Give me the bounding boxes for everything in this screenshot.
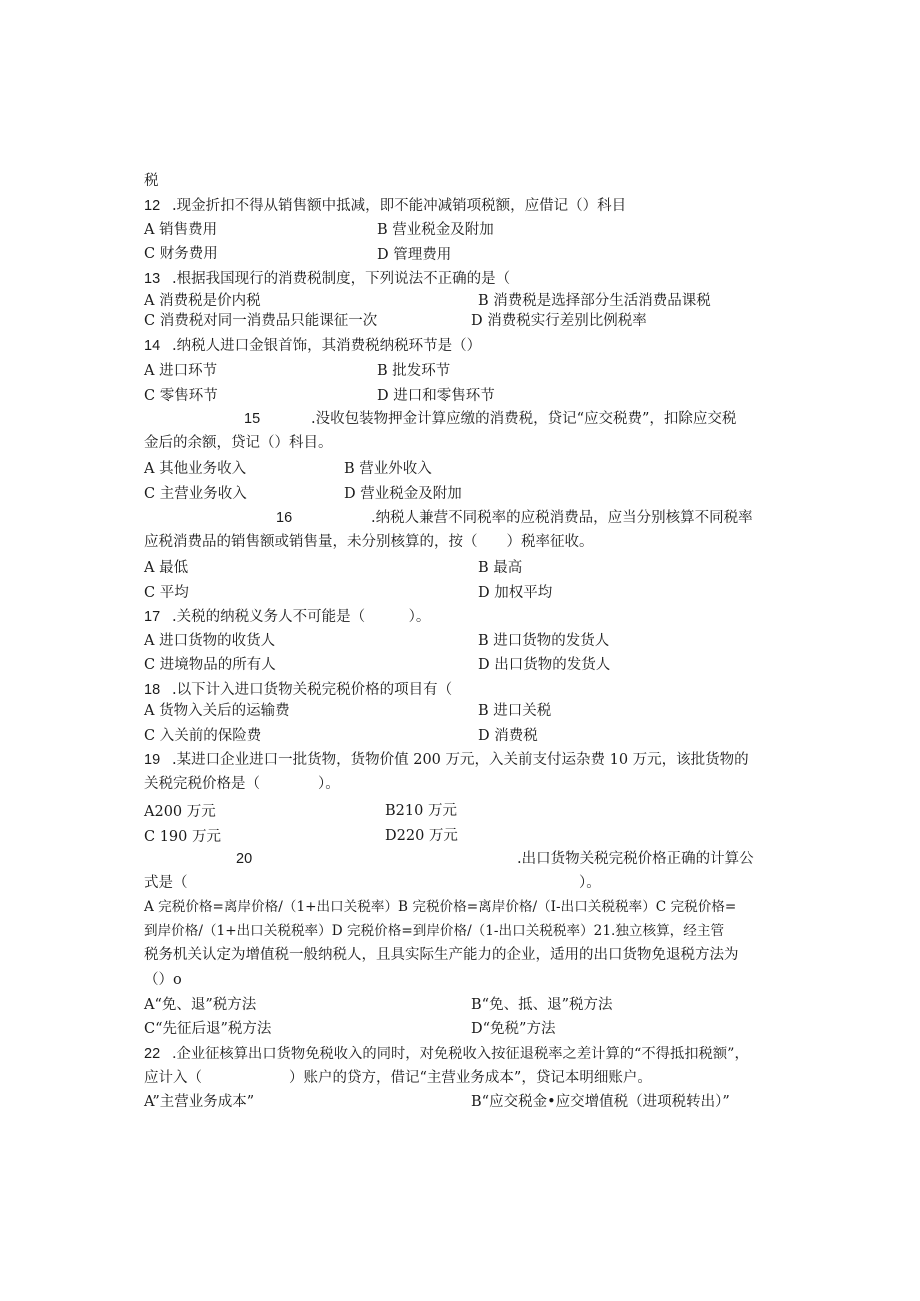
question-text: 应计入（ ）账户的贷方，借记“主营业务成本”，贷记本明细账户。 [144, 1070, 652, 1086]
option-d: D 进口和零售环节 [377, 388, 495, 404]
option-b: B 营业外收入 [344, 461, 432, 477]
option-a: A 销售费用 [144, 222, 218, 238]
question-text: .企业征核算出口货物免税收入的同时，对免税收入按征退税率之差计算的“不得抵扣税额”， [172, 1046, 749, 1062]
question-text: 金后的余额，贷记（）科目。 [144, 435, 333, 451]
question-number: 16 [276, 510, 293, 526]
option-a: A 其他业务收入 [144, 461, 247, 477]
question-text: .没收包装物押金计算应缴的消费税，贷记“应交税费”，扣除应交税 [311, 411, 737, 427]
question-number: 19 [144, 752, 161, 768]
question-options: 到岸价格/（1+出口关税税率）D 完税价格=到岸价格/（1-出口关税税率）21.独立核算，经主管 [144, 923, 725, 939]
option-c: C 消费税对同一消费品只能课征一次 [144, 313, 378, 329]
option-a: A200 万元 [144, 804, 216, 820]
question-text: 税务机关认定为增值税一般纳税人，且具实际生产能力的企业，适用的出口货物免退税方法为 [144, 947, 739, 963]
question-text: （）o [144, 972, 182, 988]
option-d: D 加权平均 [478, 585, 553, 601]
option-a: A 货物入关后的运输费 [144, 703, 290, 719]
question-number: 18 [144, 682, 161, 698]
question-text: .关税的纳税义务人不可能是（ ）。 [172, 609, 431, 625]
option-d: D 消费税 [478, 728, 538, 744]
option-c: C 财务费用 [144, 246, 218, 262]
option-a: A 进口货物的收货人 [144, 633, 276, 649]
option-c: C 主营业务收入 [144, 486, 247, 502]
question-text: .现金折扣不得从销售额中抵减，即不能冲减销项税额，应借记（）科目 [172, 198, 627, 214]
option-a: A 消费税是价内税 [144, 293, 261, 309]
option-a: A”主营业务成本” [144, 1094, 255, 1110]
text-line: 税 [144, 173, 159, 189]
question-text: .纳税人兼营不同税率的应税消费品，应当分别核算不同税率 [371, 510, 753, 526]
question-text: .根据我国现行的消费税制度，下列说法不正确的是（ [172, 271, 511, 287]
option-d: D 营业税金及附加 [344, 486, 462, 502]
option-b: B 最高 [478, 560, 523, 576]
option-b: B“应交税金•应交增值税（进项税转出）” [471, 1094, 730, 1110]
question-text: 式是（ ）。 [144, 875, 601, 891]
question-number: 20 [236, 851, 253, 867]
option-d: D 消费税实行差别比例税率 [471, 313, 647, 329]
option-b: B 消费税是选择部分生活消费品课税 [478, 293, 711, 309]
question-number: 22 [144, 1046, 161, 1062]
option-b: B 进口货物的发货人 [478, 633, 610, 649]
question-text: .某进口企业进口一批货物，货物价值 200 万元，入关前支付运杂费 10 万元，该批货物的 [172, 752, 749, 768]
question-text: 应税消费品的销售额或销售量，未分别核算的，按（ ）税率征收。 [144, 534, 594, 550]
question-options: A 完税价格=离岸价格/（1+出口关税率）B 完税价格=离岸价格/（I-出口关税税率）C 完税价格= [144, 899, 737, 915]
option-a: A 最低 [144, 560, 189, 576]
question-text: .以下计入进口货物关税完税价格的项目有（ [172, 682, 453, 698]
option-c: C 入关前的保险费 [144, 728, 262, 744]
option-b: B210 万元 [385, 803, 457, 819]
option-b: B 进口关税 [478, 703, 552, 719]
option-c: C 190 万元 [144, 829, 221, 845]
question-text: .纳税人进口金银首饰，其消费税纳税环节是（） [172, 338, 482, 354]
option-b: B 批发环节 [377, 363, 451, 379]
option-b: B“免、抵、退”税方法 [471, 997, 613, 1013]
question-number: 15 [244, 411, 261, 427]
question-text: 关税完税价格是（ ）。 [144, 776, 340, 792]
option-d: D 出口货物的发货人 [478, 657, 611, 673]
option-a: A 进口环节 [144, 363, 218, 379]
option-c: C 零售环节 [144, 388, 218, 404]
option-d: D220 万元 [385, 828, 458, 844]
question-number: 12 [144, 198, 161, 214]
option-d: D“免税”方法 [471, 1021, 556, 1037]
question-text: .出口货物关税完税价格正确的计算公 [517, 851, 754, 867]
question-number: 14 [144, 338, 161, 354]
option-c: C 平均 [144, 585, 189, 601]
option-d: D 管理费用 [377, 247, 452, 263]
question-number: 17 [144, 609, 161, 625]
option-b: B 营业税金及附加 [377, 222, 494, 238]
option-c: C“先征后退”税方法 [144, 1021, 272, 1037]
option-a: A“免、退”税方法 [144, 997, 257, 1013]
question-number: 13 [144, 271, 161, 287]
option-c: C 进境物品的所有人 [144, 657, 276, 673]
